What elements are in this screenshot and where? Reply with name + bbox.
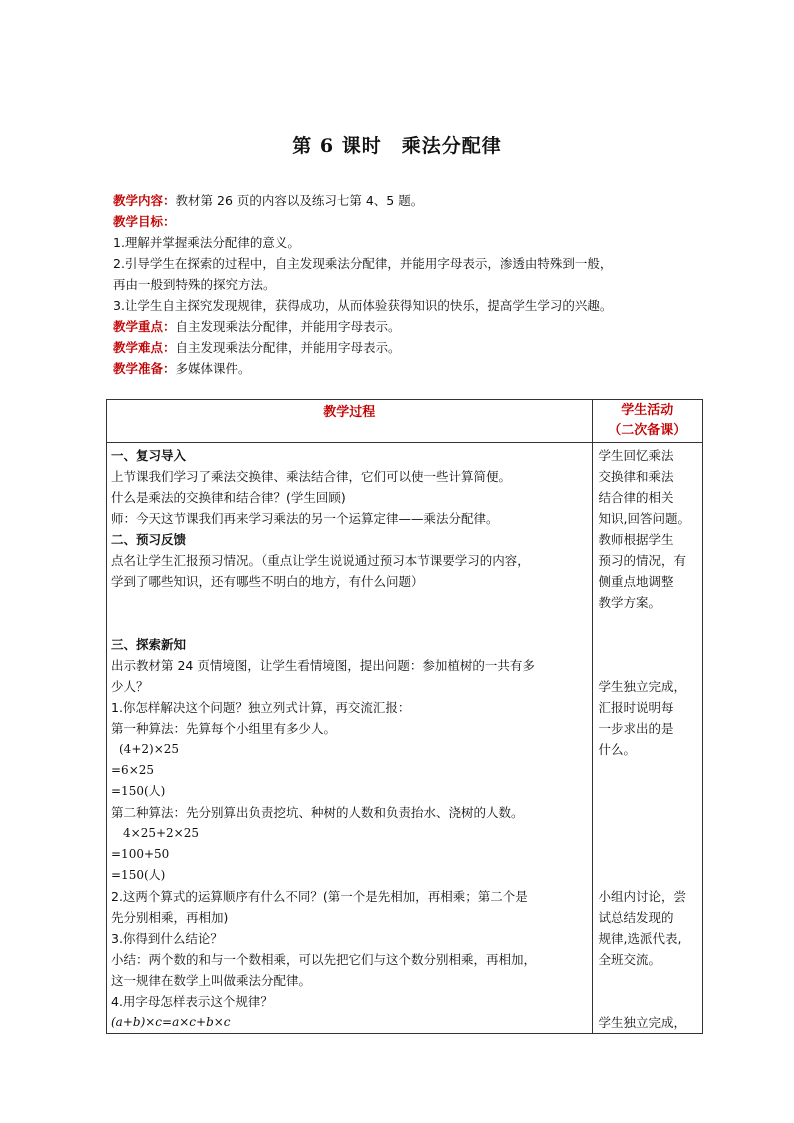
prep-text: 多媒体课件。 bbox=[175, 361, 251, 376]
section-title: 二、预习反馈 bbox=[111, 532, 187, 547]
goals-label: 教学目标： bbox=[113, 214, 176, 229]
text-line: 1.你怎样解决这个问题？独立列式计算，再交流汇报： bbox=[111, 700, 411, 715]
prep-label: 教学准备： bbox=[113, 361, 176, 376]
side-line: 什么。 bbox=[598, 742, 637, 757]
difficulty-text: 自主发现乘法分配律，并能用字母表示。 bbox=[175, 340, 401, 355]
text-line: 上节课我们学习了乘法交换律、乘法结合律，它们可以使一些计算简便。 bbox=[111, 469, 512, 484]
side-line: 规律,选派代表, bbox=[598, 931, 682, 946]
side-line: 教师根据学生 bbox=[598, 532, 674, 547]
side-line: 汇报时说明每 bbox=[598, 700, 674, 715]
side-line: 学生独立完成， bbox=[598, 679, 687, 694]
text-line: 4.用字母怎样表示这个规律？ bbox=[111, 994, 273, 1009]
header-side-line2: （二次备课） bbox=[608, 423, 687, 438]
table-header-row bbox=[107, 400, 703, 443]
side-line: 学生独立完成， bbox=[598, 1015, 687, 1030]
calc-line: =6×25 bbox=[111, 763, 155, 777]
side-line: 全班交流。 bbox=[598, 952, 662, 967]
key-row bbox=[113, 316, 713, 337]
section-title: 一、复习导入 bbox=[111, 448, 187, 463]
side-line: 试总结发现的 bbox=[598, 910, 674, 925]
header-student-activity bbox=[592, 400, 702, 443]
text-line: 师：今天这节课我们再来学习乘法的另一个运算定律——乘法分配律。 bbox=[111, 511, 499, 526]
process-cell bbox=[107, 443, 593, 1034]
header-side-line1: 学生活动 bbox=[621, 403, 674, 418]
calc-line: =150(人) bbox=[111, 868, 166, 882]
side-line: 一步求出的是 bbox=[598, 721, 674, 736]
content-row bbox=[113, 190, 713, 211]
text-line: 出示教材第 24 页情境图，让学生看情境图，提出问题：参加植树的一共有多 bbox=[111, 658, 535, 673]
difficulty-label: 教学难点： bbox=[113, 340, 176, 355]
side-line: 侧重点地调整 bbox=[598, 574, 674, 589]
difficulty-row bbox=[113, 337, 713, 358]
content-text: 教材第 26 页的内容以及练习七第 4、5 题。 bbox=[175, 193, 424, 208]
goal-line: 3.让学生自主探究发现规律，获得成功，从而体验获得知识的快乐，提高学生学习的兴趣。 bbox=[113, 298, 613, 313]
page-title: 第 6 课时 乘法分配律 bbox=[292, 135, 502, 157]
side-line: 结合律的相关 bbox=[598, 490, 674, 505]
text-line: 少人？ bbox=[111, 679, 149, 694]
text-line: 点名让学生汇报预习情况。（重点让学生说说通过预习本节课要学习的内容， bbox=[111, 553, 530, 568]
goals-row bbox=[113, 211, 713, 232]
goal-line: 2.引导学生在探索的过程中，自主发现乘法分配律，并能用字母表示，渗透由特殊到一般， bbox=[113, 256, 613, 271]
content-label: 教学内容： bbox=[113, 193, 176, 208]
goal-line: 再由一般到特殊的探究方法。 bbox=[113, 277, 276, 292]
section-title: 三、探索新知 bbox=[111, 637, 187, 652]
text-line: 第二种算法：先分别算出负责挖坑、种树的人数和负责抬水、浇树的人数。 bbox=[111, 805, 524, 820]
letter-formula: (a+b)×c=a×c+b×c bbox=[111, 1015, 231, 1029]
header-process: 教学过程 bbox=[107, 400, 593, 443]
text-line: 小结：两个数的和与一个数相乘，可以先把它们与这个数分别相乘，再相加， bbox=[111, 952, 537, 967]
key-text: 自主发现乘法分配律，并能用字母表示。 bbox=[175, 319, 401, 334]
key-label: 教学重点： bbox=[113, 319, 176, 334]
side-line: 学生回忆乘法 bbox=[598, 448, 674, 463]
calc-line: (4+2)×25 bbox=[119, 742, 180, 756]
student-activity-cell bbox=[592, 443, 702, 1034]
prep-row bbox=[113, 358, 713, 379]
side-line: 小组内讨论，尝 bbox=[598, 889, 687, 904]
text-line: 这一规律在数学上叫做乘法分配律。 bbox=[111, 973, 312, 988]
table-body-row bbox=[107, 443, 703, 1034]
text-line: 先分别相乘，再相加) bbox=[111, 910, 229, 925]
side-line: 教学方案。 bbox=[598, 595, 662, 610]
side-line: 交换律和乘法 bbox=[598, 469, 674, 484]
text-line: 学到了哪些知识，还有哪些不明白的地方，有什么问题） bbox=[111, 574, 424, 589]
text-line: 2.这两个算式的运算顺序有什么不同？(第一个是先相加，再相乘；第二个是 bbox=[111, 889, 528, 904]
text-line: 3.你得到什么结论？ bbox=[111, 931, 223, 946]
calc-line: =100+50 bbox=[111, 847, 170, 861]
lesson-meta bbox=[113, 190, 713, 379]
lesson-table bbox=[106, 399, 703, 1034]
calc-line: 4×25+2×25 bbox=[123, 826, 199, 840]
calc-line: =150(人) bbox=[111, 784, 166, 798]
text-line: 第一种算法：先算每个小组里有多少人。 bbox=[111, 721, 337, 736]
goal-line: 1.理解并掌握乘法分配律的意义。 bbox=[113, 235, 300, 250]
side-line: 知识,回答问题。 bbox=[598, 511, 690, 526]
text-line: 什么是乘法的交换律和结合律？(学生回顾) bbox=[111, 490, 346, 505]
side-line: 预习的情况，有 bbox=[598, 553, 687, 568]
